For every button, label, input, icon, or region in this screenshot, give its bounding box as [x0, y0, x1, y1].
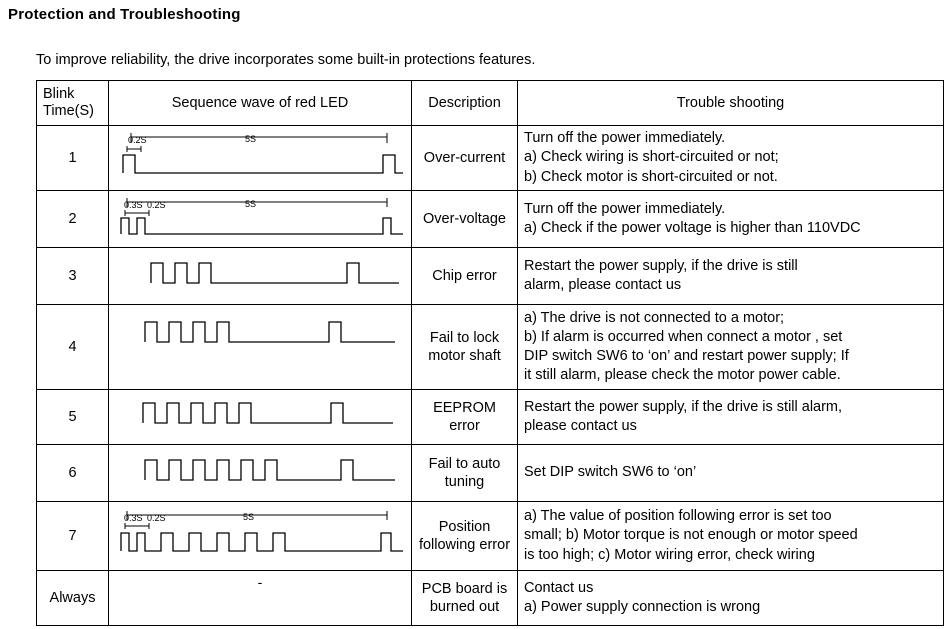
description-cell	[412, 445, 518, 502]
troubleshooting-line: is too high; c) Motor wiring error, check wiring	[524, 546, 815, 563]
protection-table	[36, 80, 944, 626]
table-row	[37, 445, 944, 502]
intro-text: To improve reliability, the drive incorporates some built-in protections features.	[36, 52, 536, 68]
troubleshooting-line: a) Check wiring is short-circuited or not;	[524, 149, 779, 166]
troubleshooting-line: Contact us	[524, 579, 594, 596]
wave-label-gap-7: 5S	[243, 512, 255, 522]
troubleshooting-line: small; b) Motor torque is not enough or motor speed	[524, 527, 858, 544]
troubleshooting-line: b) Check motor is short-circuited or not.	[524, 168, 778, 185]
troubleshooting-line: DIP switch SW6 to ‘on’ and restart power supply; If	[524, 348, 849, 364]
troubleshooting-line: b) If alarm is occurred when connect a motor , set	[524, 328, 843, 345]
wave-none-label: -	[257, 574, 263, 590]
description-line: following error	[418, 537, 511, 553]
table-row	[37, 502, 944, 571]
troubleshooting-cell	[518, 390, 944, 445]
wave-diagram-8	[109, 571, 412, 626]
table-row	[37, 571, 944, 626]
description-line: burned out	[429, 599, 500, 615]
troubleshooting-line: a) The value of position following error is set too	[524, 508, 832, 525]
header-sequence-wave: Sequence wave of red LED	[109, 81, 412, 126]
header-blink-line2: Time(S)	[43, 103, 95, 119]
blink-time-value: 5	[37, 390, 109, 445]
troubleshooting-line: Set DIP switch SW6 to ‘on’	[524, 464, 697, 481]
description-cell	[412, 305, 518, 390]
wave-label-pulse-2: 0.3S	[124, 200, 143, 210]
description-line: Position	[438, 518, 491, 535]
troubleshooting-cell	[518, 502, 944, 571]
troubleshooting-line: a) Check if the power voltage is higher than 110VDC	[524, 220, 861, 236]
description-line: tuning	[444, 474, 485, 490]
header-blink-line1: Blink	[43, 86, 75, 103]
blink-time-value: 6	[37, 445, 109, 502]
blink-time-value: 2	[37, 191, 109, 248]
troubleshooting-line: please contact us	[524, 418, 637, 434]
wave-label-gap-1: 5S	[245, 134, 257, 144]
troubleshooting-line: Turn off the power immediately.	[524, 130, 726, 147]
wave-label-gap-2: 5S	[245, 199, 257, 209]
troubleshooting-line: Restart the power supply, if the drive is still alarm,	[524, 398, 843, 415]
blink-time-value: 1	[37, 126, 109, 191]
description-cell: Over-current	[412, 126, 518, 191]
table-row	[37, 191, 944, 248]
troubleshooting-cell	[518, 305, 944, 390]
troubleshooting-line: it still alarm, please check the motor power cable.	[524, 367, 841, 384]
table-row	[37, 390, 944, 445]
blink-time-value: 3	[37, 248, 109, 305]
troubleshooting-cell	[518, 248, 944, 305]
troubleshooting-line: a) The drive is not connected to a motor;	[524, 309, 785, 326]
wave-diagram-5	[109, 390, 412, 445]
header-blink-time	[37, 81, 109, 126]
header-description: Description	[412, 81, 518, 126]
description-line: Fail to auto	[428, 455, 501, 472]
troubleshooting-line: Turn off the power immediately.	[524, 200, 726, 217]
wave-diagram-4	[109, 305, 412, 390]
wave-label-pulse-1: 0.2S	[128, 135, 147, 145]
troubleshooting-cell	[518, 445, 944, 502]
description-line: Fail to lock	[429, 329, 500, 346]
header-troubleshooting: Trouble shooting	[518, 81, 944, 126]
description-cell: EEPROM error	[412, 390, 518, 445]
troubleshooting-cell	[518, 571, 944, 626]
wave-diagram-1	[109, 126, 412, 191]
wave-diagram-6	[109, 445, 412, 502]
wave-diagram-3	[109, 248, 412, 305]
description-cell	[412, 571, 518, 626]
troubleshooting-cell	[518, 126, 944, 191]
description-line: motor shaft	[428, 348, 501, 364]
troubleshooting-cell	[518, 191, 944, 248]
blink-time-value: 7	[37, 502, 109, 571]
table-header-row	[37, 81, 944, 126]
blink-time-value: 4	[37, 305, 109, 390]
table-row	[37, 305, 944, 390]
wave-diagram-7	[109, 502, 412, 571]
troubleshooting-line: a) Power supply connection is wrong	[524, 599, 761, 615]
wave-label-pulse-7: 0.3S	[124, 513, 143, 523]
blink-time-value: Always	[37, 571, 109, 626]
table-row	[37, 248, 944, 305]
page-title: Protection and Troubleshooting	[8, 6, 241, 23]
troubleshooting-line: alarm, please contact us	[524, 277, 682, 293]
description-cell: Over-voltage	[412, 191, 518, 248]
wave-diagram-2	[109, 191, 412, 248]
wave-label-pulse2-7: 0.2S	[147, 513, 166, 523]
wave-label-pulse2-2: 0.2S	[147, 200, 166, 210]
description-line: PCB board is	[421, 580, 508, 597]
troubleshooting-line: Restart the power supply, if the drive is still	[524, 257, 798, 274]
table-row	[37, 126, 944, 191]
description-cell	[412, 502, 518, 571]
description-cell: Chip error	[412, 248, 518, 305]
